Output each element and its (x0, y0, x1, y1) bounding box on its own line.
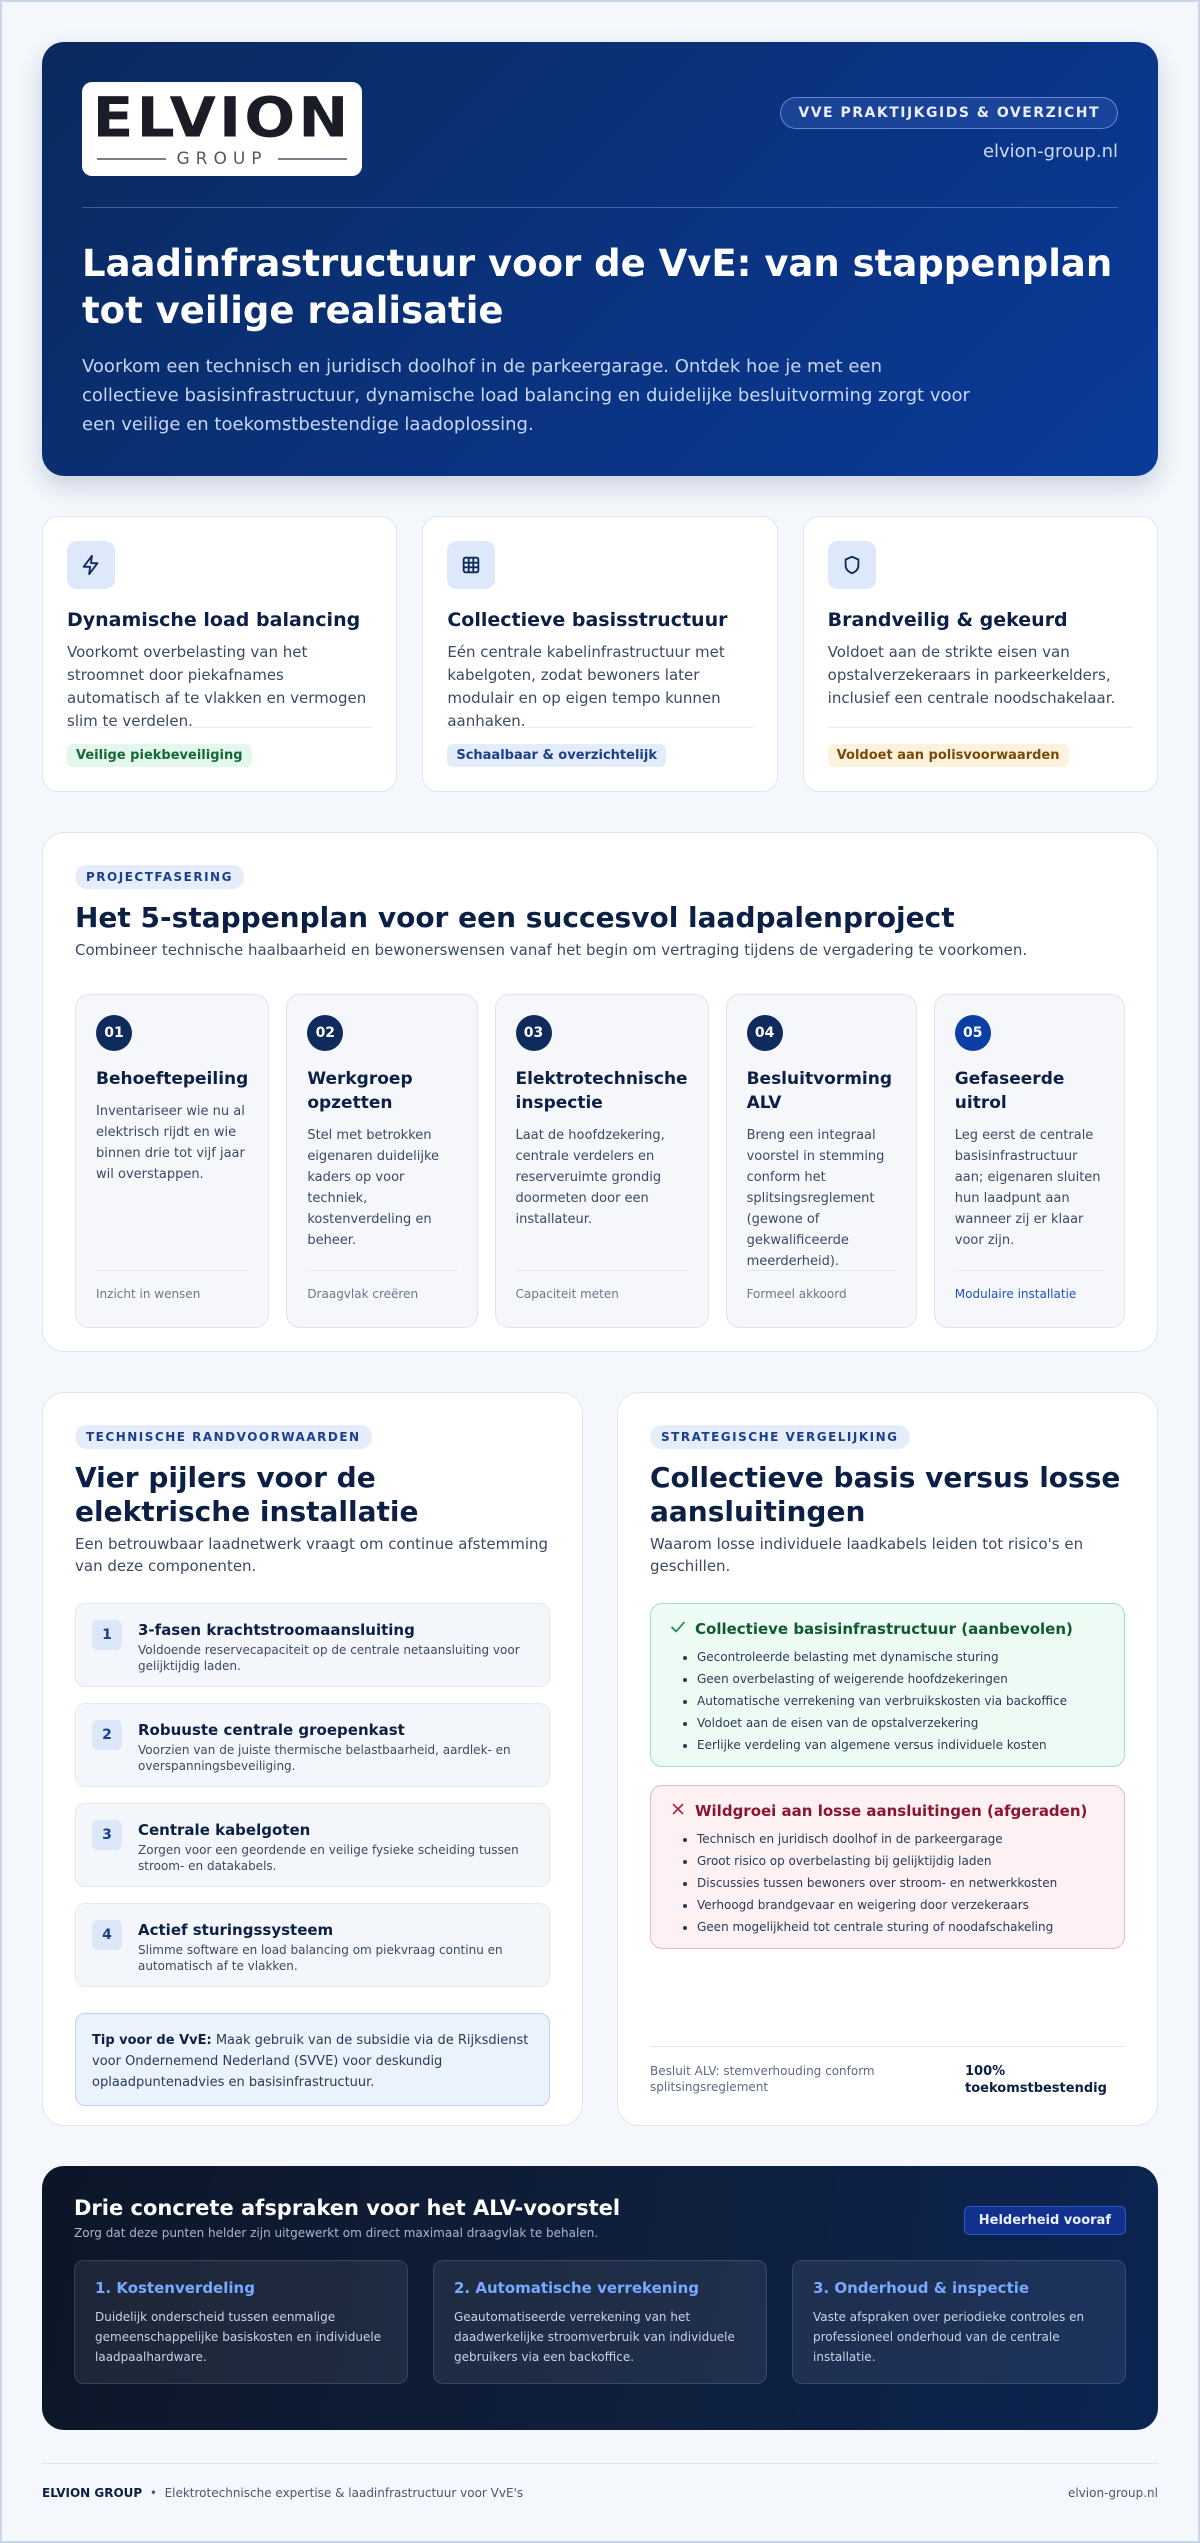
step-footer: Capaciteit meten (516, 1270, 688, 1301)
comparison-footer (650, 2046, 1125, 2097)
comparison-section (617, 1392, 1158, 2126)
step-title: Elektrotechnische inspectie (515, 1069, 688, 1113)
grid-icon (447, 541, 495, 589)
list-item: • Automatische verrekening van verbruikskosten via backoffice (697, 1690, 1106, 1712)
website-link[interactable]: elvion-group.nl (982, 141, 1118, 162)
pillar-item (75, 1803, 550, 1887)
agreement-card (433, 2260, 767, 2384)
step-text: Inventariseer wie nu al elektrisch rijdt en wie binnen drie tot vijf jaar wil overstappen. (96, 1104, 245, 1182)
pillar-item (75, 1903, 550, 1987)
tip-text: Maak gebruik van de subsidie via de Rijksdienst voor Ondernemend Nederland (SVVE) voor deskundig oplaadpuntenadvies en basisinfrastructuur. (92, 2033, 529, 2090)
pillar-number: 4 (92, 1920, 122, 1950)
section-tag: STRATEGISCHE VERGELIJKING (650, 1425, 910, 1449)
list-item: • Verhoogd brandgevaar en weigering door verzekeraars (697, 1894, 1106, 1916)
list-item: • Technisch en juridisch doolhof in de parkeergarage (697, 1828, 1106, 1850)
company-logo[interactable] (82, 82, 362, 176)
stappenplan-section (42, 832, 1158, 1352)
recommended-box (650, 1603, 1125, 1767)
pillar-text: Voorzien van de juiste thermische belastbaarheid, aardlek- en overspanningsbeveiliging. (138, 1743, 511, 1773)
future-proof-note: 100% toekomstbestendig (965, 2064, 1107, 2096)
agreement-text: Duidelijk onderscheid tussen eenmalige gemeenschappelijke basiskosten en individuele laadpaalhardware. (95, 2310, 382, 2364)
step-number: 02 (307, 1015, 343, 1051)
pillar-text: Slimme software en load balancing om piekvraag continu en automatisch af te vlakken. (138, 1943, 503, 1973)
feature-badge: Schaalbaar & overzichtelijk (447, 744, 666, 767)
lightning-icon (67, 541, 115, 589)
recommended-title: Collectieve basisinfrastructuur (aanbevolen) (695, 1620, 1073, 1638)
feature-card-basisstructuur (422, 516, 777, 792)
step-footer: Draagvlak creëren (307, 1270, 456, 1301)
agreement-card (792, 2260, 1126, 2384)
discouraged-box (650, 1785, 1125, 1949)
section-title: Collectieve basis versus losse aansluitingen (650, 1461, 1121, 1528)
section-subtitle: Waarom losse individuele laadkabels leiden tot risico's en geschillen. (650, 1535, 1084, 1575)
pillar-title: Robuuste centrale groepenkast (138, 1721, 405, 1739)
step-text: Leg eerst de centrale basisinfrastructuur aan; eigenaren sluiten hun laadpunt aan wanneer zij er klaar voor zijn. (954, 1128, 1101, 1248)
pillar-text: Zorgen voor een geordende en veilige fysieke scheiding tussen stroom- en datakabels. (138, 1843, 519, 1873)
step-title: Werkgroep opzetten (307, 1069, 413, 1113)
discouraged-title: Wildgroei aan losse aansluitingen (afgeraden) (695, 1802, 1088, 1820)
feature-card-brandveilig (803, 516, 1158, 792)
feature-text: Voorkomt overbelasting van het stroomnet door piekafnames automatisch af te vlakken en vermogen slim te verdelen. (67, 643, 367, 730)
step-title: Behoeftepeiling (96, 1069, 249, 1089)
pillars-section (42, 1392, 583, 2126)
agreement-title: 3. Onderhoud & inspectie (813, 2279, 1030, 2297)
list-item: • Voldoet aan de eisen van de opstalverzekering (697, 1712, 1106, 1734)
pillar-number: 3 (92, 1820, 122, 1850)
shield-icon (828, 541, 876, 589)
subsidy-tip (75, 2013, 550, 2106)
footer-separator: • (149, 2486, 157, 2500)
section-subtitle: Combineer technische haalbaarheid en bewonerswensen vanaf het begin om vertraging tijdens de vergadering te voorkomen. (75, 941, 1028, 959)
agreement-text: Vaste afspraken over periodieke controles en professioneel onderhoud van de centrale installatie. (813, 2310, 1085, 2364)
step-footer: Modulaire installatie (955, 1270, 1104, 1301)
agreement-title: 1. Kostenverdeling (95, 2279, 255, 2297)
section-title: Drie concrete afspraken voor het ALV-voorstel (74, 2196, 621, 2220)
agreement-title: 2. Automatische verrekening (454, 2279, 699, 2297)
cross-icon (669, 1800, 687, 1822)
list-item: • Gecontroleerde belasting met dynamische sturing (697, 1646, 1106, 1668)
page-footer (42, 2463, 1158, 2500)
pillar-title: 3-fasen krachtstroomaansluiting (138, 1621, 415, 1639)
pillar-number: 1 (92, 1620, 122, 1650)
step-title: Gefaseerde uitrol (954, 1069, 1065, 1113)
feature-text: Eén centrale kabelinfrastructuur met kabelgoten, zodat bewoners later modulair en op eigen tempo kunnen aanhaken. (447, 643, 725, 730)
footer-website-link[interactable]: elvion-group.nl (1067, 2486, 1158, 2500)
step-footer: Inzicht in wensen (96, 1270, 248, 1301)
feature-title: Dynamische load balancing (67, 609, 361, 631)
section-subtitle: Zorg dat deze punten helder zijn uitgewerkt om direct maximaal draagvlak te behalen. (74, 2226, 599, 2240)
step-card-2 (286, 994, 477, 1328)
step-number: 04 (747, 1015, 783, 1051)
pillar-number: 2 (92, 1720, 122, 1750)
pillar-text: Voldoende reservecapaciteit op de centrale netaansluiting voor gelijktijdig laden. (138, 1643, 520, 1673)
feature-badge: Veilige piekbeveiliging (67, 744, 252, 767)
tip-label: Tip voor de VvE: (92, 2033, 212, 2048)
page-subtitle: Voorkom een technisch en juridisch doolhof in de parkeergarage. Ontdek hoe je met een collectieve basisinfrastructuur, dynamische load balancing en duidelijke besluitvorming zorgt voor een veilige en toekomstbestendige laadoplossing. (82, 356, 970, 435)
step-card-3 (495, 994, 709, 1328)
section-title: Vier pijlers voor de elektrische installatie (75, 1461, 419, 1528)
step-footer: Formeel akkoord (747, 1270, 896, 1301)
step-title: Besluitvorming ALV (746, 1069, 893, 1113)
agreements-section (42, 2166, 1158, 2430)
list-item: • Geen overbelasting of weigerende hoofdzekeringen (697, 1668, 1106, 1690)
step-card-1 (75, 994, 269, 1328)
footer-brand: ELVION GROUP (42, 2486, 143, 2500)
pillar-item (75, 1603, 550, 1687)
agreement-card (74, 2260, 408, 2384)
step-card-4 (726, 994, 917, 1328)
section-tag: PROJECTFASERING (75, 865, 244, 889)
hero-banner (42, 42, 1158, 476)
pillar-title: Centrale kabelgoten (138, 1821, 311, 1839)
feature-card-load-balancing (42, 516, 397, 792)
logo-wordmark: ELVION (92, 85, 352, 151)
hero-divider (82, 207, 1118, 208)
section-subtitle: Een betrouwbaar laadnetwerk vraagt om continue afstemming van deze componenten. (75, 1535, 549, 1575)
agreement-text: Geautomatiseerde verrekening van het daadwerkelijke stroomverbruik van individuele gebruikers via een backoffice. (454, 2310, 735, 2364)
footer-tagline: Elektrotechnische expertise & laadinfrastructuur voor VvE's (164, 2486, 524, 2500)
page (2, 2, 1198, 2541)
feature-cards (42, 516, 1158, 792)
logo-subtext: GROUP (176, 149, 268, 169)
pillar-title: Actief sturingssysteem (138, 1921, 334, 1939)
alv-decision-note: Besluit ALV: stemverhouding conform splitsingsreglement (650, 2064, 875, 2094)
list-item: • Eerlijke verdeling van algemene versus individuele kosten (697, 1734, 1106, 1756)
clarity-badge: Helderheid vooraf (964, 2206, 1126, 2235)
step-text: Laat de hoofdzekering, centrale verdelers en reserveruimte grondig doormeten door een installateur. (515, 1128, 665, 1227)
feature-title: Collectieve basisstructuur (447, 609, 728, 631)
step-card-5 (934, 994, 1125, 1328)
guide-badge: VVE PRAKTIJKGIDS & OVERZICHT (780, 97, 1118, 129)
feature-badge: Voldoet aan polisvoorwaarden (828, 744, 1069, 767)
step-number: 01 (96, 1015, 132, 1051)
checkmark-icon (669, 1618, 687, 1640)
pillar-item (75, 1703, 550, 1787)
feature-text: Voldoet aan de strikte eisen van opstalverzekeraars in parkeerkelders, inclusief een centrale noodschakelaar. (827, 643, 1116, 707)
step-number: 05 (955, 1015, 991, 1051)
step-text: Breng een integraal voorstel in stemming conform het splitsingsreglement (gewone of gekwalificeerde meerderheid). (746, 1128, 885, 1269)
section-title: Het 5-stappenplan voor een succesvol laadpalenproject (75, 901, 955, 934)
list-item: • Groot risico op overbelasting bij gelijktijdig laden (697, 1850, 1106, 1872)
step-text: Stel met betrokken eigenaren duidelijke kaders op voor techniek, kostenverdeling en beheer. (307, 1128, 440, 1248)
list-item: • Discussies tussen bewoners over stroom- en netwerkkosten (697, 1872, 1106, 1894)
page-title: Laadinfrastructuur voor de VvE: van stappenplan tot veilige realisatie (82, 242, 1113, 332)
feature-title: Brandveilig & gekeurd (827, 609, 1068, 631)
section-tag: TECHNISCHE RANDVOORWAARDEN (75, 1425, 372, 1449)
step-number: 03 (516, 1015, 552, 1051)
list-item: • Geen mogelijkheid tot centrale sturing of noodafschakeling (697, 1916, 1106, 1938)
